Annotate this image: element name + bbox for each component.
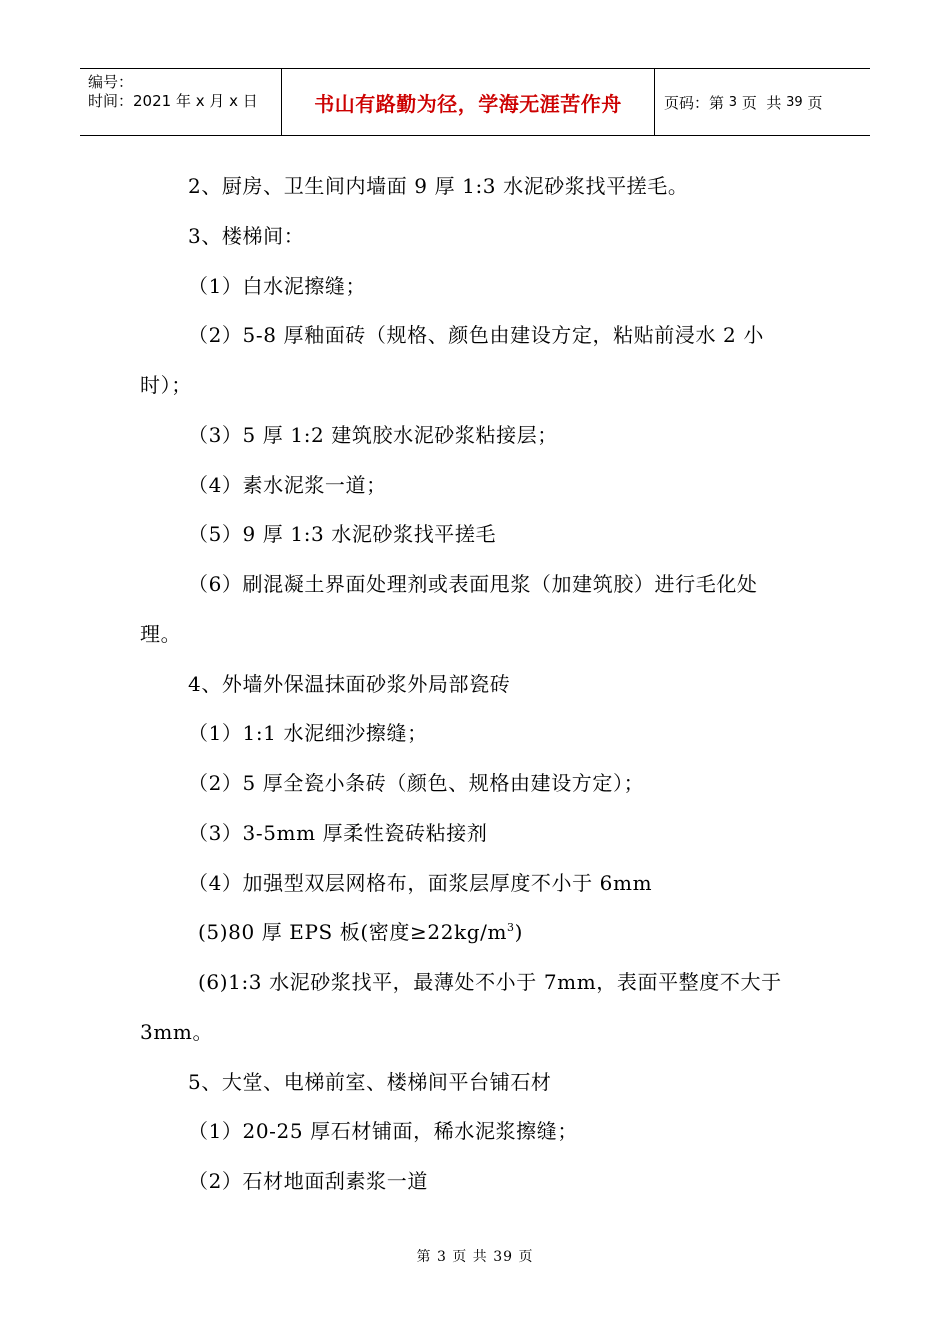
body-line: （2）5-8 厚釉面砖（规格、颜色由建设方定，粘贴前浸水 2 小: [188, 323, 764, 347]
page-footer: 第 3 页 共 39 页: [416, 1249, 534, 1265]
header-time: 时间：2021 年 x 月 x 日: [88, 92, 258, 110]
body-line: 4、外墙外保温抹面砂浆外局部瓷砖: [188, 672, 511, 696]
body-line: （3）5 厚 1:2 建筑胶水泥砂浆粘接层；: [188, 423, 558, 447]
header-meta: [80, 69, 282, 135]
page-suffix: 页: [802, 93, 823, 112]
eps-superscript: 3: [507, 921, 515, 934]
body-line: （5）9 厚 1:3 水泥砂浆找平搓毛: [188, 522, 497, 546]
body-line: 时）；: [140, 373, 192, 397]
body-line: 3、楼梯间：: [188, 224, 305, 248]
page-mid: 页 共: [737, 93, 787, 112]
page-current: 3: [728, 94, 738, 110]
document-header: [80, 68, 870, 136]
body-line: 2、厨房、卫生间内墙面 9 厚 1:3 水泥砂浆找平搓毛。: [188, 174, 689, 198]
body-line: （1）1:1 水泥细沙擦缝；: [188, 721, 428, 745]
body-line: 5、大堂、电梯前室、楼梯间平台铺石材: [188, 1070, 552, 1094]
header-page-info: [654, 69, 870, 135]
body-line: （4）素水泥浆一道；: [188, 473, 387, 497]
header-motto: 书山有路勤为径，学海无涯苦作舟: [282, 69, 655, 135]
page-prefix: 页码：第: [664, 93, 729, 112]
body-line: 理。: [140, 622, 182, 646]
body-line-eps: [198, 920, 523, 944]
body-line: （2）石材地面刮素浆一道: [188, 1169, 428, 1193]
body-line: （3）3-5mm 厚柔性瓷砖粘接剂: [188, 821, 488, 845]
body-line: （4）加强型双层网格布，面浆层厚度不小于 6mm: [188, 871, 653, 895]
body-line: 3mm。: [140, 1020, 214, 1044]
header-number: 编号：: [88, 73, 134, 91]
body-line: （2）5 厚全瓷小条砖（颜色、规格由建设方定）；: [188, 771, 645, 795]
page-total: 39: [786, 94, 803, 110]
eps-text: (5)80 厚 EPS 板(密度≥22kg/m: [198, 920, 508, 944]
body-line: （6）刷混凝土界面处理剂或表面甩浆（加建筑胶）进行毛化处: [188, 572, 758, 596]
body-line: (6)1:3 水泥砂浆找平，最薄处不小于 7mm，表面平整度不大于: [198, 970, 782, 994]
body-line: （1）白水泥擦缝；: [188, 274, 367, 298]
body-line: （1）20-25 厚石材铺面，稀水泥浆擦缝；: [188, 1119, 578, 1143]
eps-close: ): [514, 920, 524, 944]
